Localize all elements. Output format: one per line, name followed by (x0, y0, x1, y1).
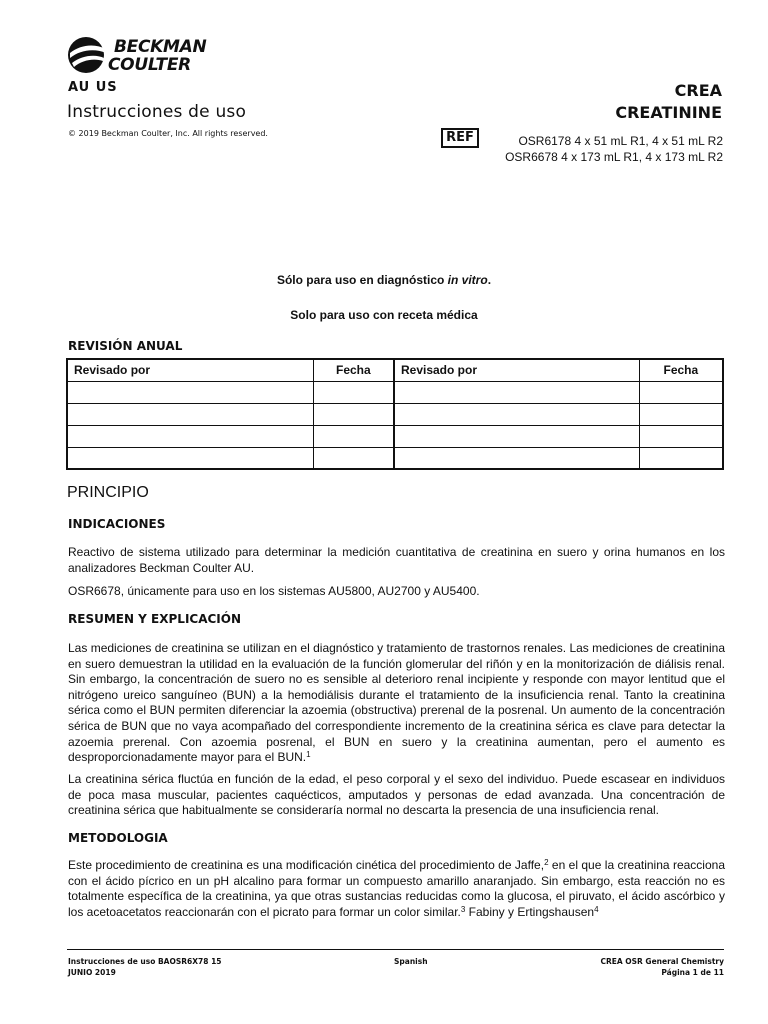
footer-product: CREA OSR General Chemistry (600, 957, 724, 966)
date-cell[interactable] (313, 381, 394, 403)
document-title: Instrucciones de uso (67, 102, 247, 122)
col-date-2: Fecha (639, 359, 723, 381)
indicaciones-heading: INDICACIONES (68, 517, 166, 531)
reviewed-by-cell[interactable] (67, 447, 313, 469)
metodologia-heading: METODOLOGIA (68, 831, 168, 845)
reviewed-by-cell[interactable] (67, 403, 313, 425)
revision-heading: REVISIÓN ANUAL (68, 339, 183, 353)
reference-superscript: 3 (460, 904, 466, 914)
prescription-note: Solo para uso con receta médica (290, 308, 478, 322)
col-reviewed-by-2: Revisado por (394, 359, 639, 381)
ref-symbol: REF (441, 128, 479, 148)
indicaciones-paragraph-2: OSR6678, únicamente para uso en los sistemas AU5800, AU2700 y AU5400. (68, 584, 480, 598)
footer-date: JUNIO 2019 (68, 968, 116, 977)
ref-line-2: OSR6678 4 x 173 mL R1, 4 x 173 mL R2 (505, 150, 723, 164)
reference-superscript: 4 (594, 904, 599, 914)
revision-row (67, 381, 723, 403)
reference-superscript: 2 (544, 858, 549, 867)
revision-table-header (67, 359, 723, 381)
resumen-heading: RESUMEN Y EXPLICACIÓN (68, 612, 242, 626)
date-cell[interactable] (313, 447, 394, 469)
reviewed-by-cell[interactable] (394, 381, 639, 403)
beckman-coulter-emblem-icon (66, 33, 112, 79)
col-date: Fecha (313, 359, 394, 381)
reviewed-by-cell[interactable] (394, 403, 639, 425)
footer-language: Spanish (394, 957, 428, 966)
product-name: CREATININE (615, 103, 722, 122)
resumen-paragraph-1: Las mediciones de creatinina se utilizan en el diagnóstico y tratamiento de trastornos renales. Las mediciones de creatinina en suero demuestran la utilidad en la evaluación de la función glomerular del riñón y en la monitorización de diálisis renal. Sin embargo, la concentración de suero no es sensible al deterioro renal incipiente y responde con mayor lentitud que el nitrógeno ureico sanguíneo (BUN) a la hemodiálisis durante el tratamiento de la insuficiencia renal. Tanto la creatinina sérica como el BUN permiten diferenciar la azoemia (obstructiva) prerenal de la posrenal. Un aumento de la concentración sérica de BUN que no vaya acompañado del correspondiente incremento de la creatinina sérica es clave para detectar la azoemia prerenal. Con azoemia posrenal, el BUN en suero y la creatinina aumentan, pero el aumento es desproporcionadamente mayor para el BUN.$^1$ (68, 641, 725, 765)
revision-row (67, 425, 723, 447)
col-reviewed-by: Revisado por (67, 359, 313, 381)
footer-doc-id: Instrucciones de uso BAOSR6X78 15 (68, 957, 222, 966)
date-cell[interactable] (639, 447, 723, 469)
reference-superscript: 1 (306, 750, 311, 760)
product-code: CREA (674, 81, 722, 100)
reviewed-by-cell[interactable] (67, 381, 313, 403)
ref-line-1: OSR6178 4 x 51 mL R1, 4 x 51 mL R2 (518, 134, 723, 148)
copyright-text: © 2019 Beckman Coulter, Inc. All rights reserved. (68, 129, 268, 138)
resumen-paragraph-2: La creatinina sérica fluctúa en función de la edad, el peso corporal y el sexo del individuo. Puede escasear en individuos de poca masa muscular, pacientes caquécticos, amputados y personas de edad avanzada. Una concentración de creatinina sérica que habitualmente se consideraría normal no descarta la presencia de una insuficiencia renal. (68, 772, 725, 818)
section-principio-heading: PRINCIPIO (67, 484, 149, 501)
reviewed-by-cell[interactable] (67, 425, 313, 447)
metodologia-paragraph: Este procedimiento de creatinina es una modificación cinética del procedimiento de Jaffe,$^2$ en el que la creatinina reacciona con el ácido pícrico en un pH alcalino para formar un compuesto amarillo anaranjado. Sin embargo, esta reacción no es totalmente específica de la creatinina, ya que otras sustancias reducidas como la glucosa, el piruvato, el ácido ascórbico y los acetoacetatos reaccionarán con el picrato para formar un color similar.$^3$ Fabiny y Ertingshausen$^4$ (68, 858, 725, 919)
date-cell[interactable] (639, 381, 723, 403)
footer-divider (67, 949, 724, 950)
date-cell[interactable] (639, 425, 723, 447)
ivd-note: Sólo para uso en diagnóstico in vitro. (276, 273, 492, 287)
footer-page-number: Página 1 de 11 (661, 968, 724, 977)
beckman-coulter-logo (66, 33, 216, 79)
indicaciones-paragraph-1: Reactivo de sistema utilizado para determinar la medición cuantitativa de creatinina en suero y orina humanos en los analizadores Beckman Coulter AU. (68, 545, 725, 575)
date-cell[interactable] (313, 425, 394, 447)
logo-text-beckman: BECKMAN (114, 37, 207, 57)
logo-text-coulter: COULTER (108, 55, 191, 75)
date-cell[interactable] (313, 403, 394, 425)
revision-row (67, 447, 723, 469)
revision-table (66, 358, 724, 470)
system-label: AU US (68, 80, 118, 95)
revision-row (67, 403, 723, 425)
reviewed-by-cell[interactable] (394, 447, 639, 469)
reviewed-by-cell[interactable] (394, 425, 639, 447)
date-cell[interactable] (639, 403, 723, 425)
